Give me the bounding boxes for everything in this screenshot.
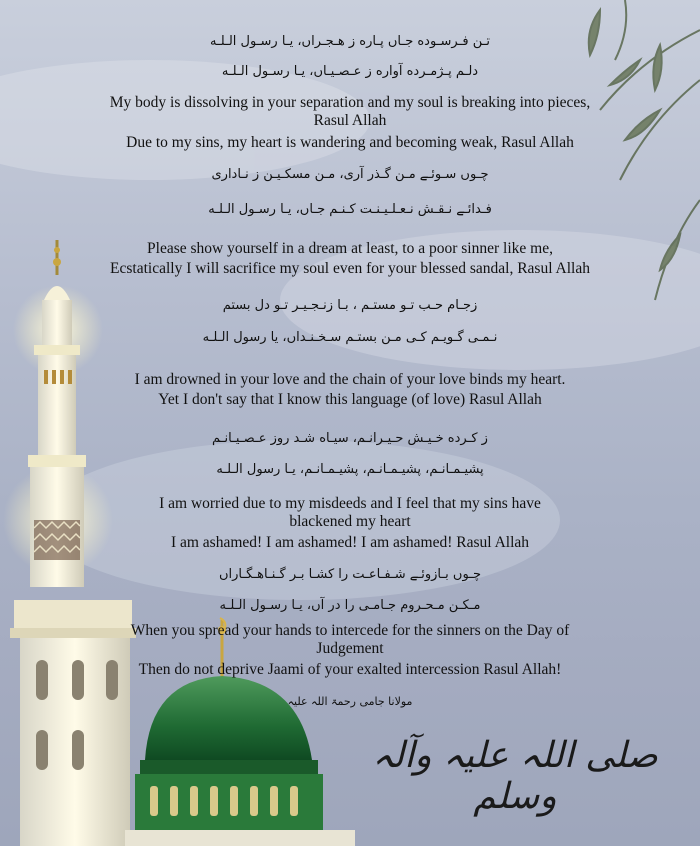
stanza4-urdu-line1: ز کـرده خـیـش حـیـرانـم، سیـاه شـد روز عـصـیـانـم <box>212 431 488 446</box>
stanza2-english-line1: Please show yourself in a dream at least, to a poor sinner like me, <box>147 240 553 257</box>
stanza5-english-line1: When you spread your hands to intercede for the sinners on the Day of Judgement <box>130 622 570 657</box>
stanza2-english-line2: Ecstatically I will sacrifice my soul even for your blessed sandal, Rasul Allah <box>110 260 590 277</box>
stanza4-urdu-line2: پشیـمـانـم، پشیـمـانـم، پشیـمـانـم، یـا رسول الـلـه <box>216 462 484 477</box>
stanza3-urdu-line1: زجـام حـب تـو مستـم ، بـا زنـجـیـر تـو دل بستم <box>222 298 478 313</box>
stanza1-urdu-line2: دلـم پـژمـرده آواره ز عـصـیـاں، یـا رسـول الـلـه <box>221 64 479 79</box>
stanza5-english-line2: Then do not deprive Jaami of your exalted intercession Rasul Allah! <box>138 661 562 678</box>
stanza5-urdu-line1: چـوں بـازوئـے شـفـاعـت را کشـا بـر گـنـاهـگـاراں <box>218 567 482 582</box>
stanza1-english-line1: My body is dissolving in your separation and my soul is breaking into pieces, Rasul Allah <box>109 94 591 129</box>
stanza5-urdu-line2: مـکـن مـحـروم جـامـی را در آں، یـا رسـول الـلـه <box>219 598 481 613</box>
stanza3-english-line1: I am drowned in your love and the chain of your love binds my heart. <box>134 371 566 388</box>
stanza4-english-line2: I am ashamed! I am ashamed! I am ashamed! Rasul Allah <box>170 534 530 551</box>
stanza2-urdu-line1: چـوں سـوئـے مـن گـذر آری، مـن مسکـیـن ز نـاداری <box>211 167 489 182</box>
stanza2-urdu-line2: فـدائـے نـقـش نـعـلـیـنـت کـنـم جـاں، یـا رسـول الـلـه <box>208 202 492 217</box>
stanza3-urdu-line2: نـمـی گـویـم کـی مـن بستـم سـخـنـداں، یا رسول الـلـه <box>202 330 498 345</box>
salawat-calligraphy: صلی اللہ علیہ وآلہ وسلم <box>372 735 658 817</box>
stanza1-english-line2: Due to my sins, my heart is wandering and becoming weak, Rasul Allah <box>126 134 574 151</box>
stanza3-english-line2: Yet I don't say that I know this language (of love) Rasul Allah <box>158 391 542 408</box>
attribution: مولانا جامی رحمۃ اللہ علیہ <box>287 695 413 708</box>
stanza1-urdu-line1: تـن فـرسـوده جـاں پـاره ز هـجـراں، یـا رسـول الـلـه <box>209 34 491 49</box>
stanza4-english-line1: I am worried due to my misdeeds and I feel that my sins have blackened my heart <box>159 495 541 530</box>
